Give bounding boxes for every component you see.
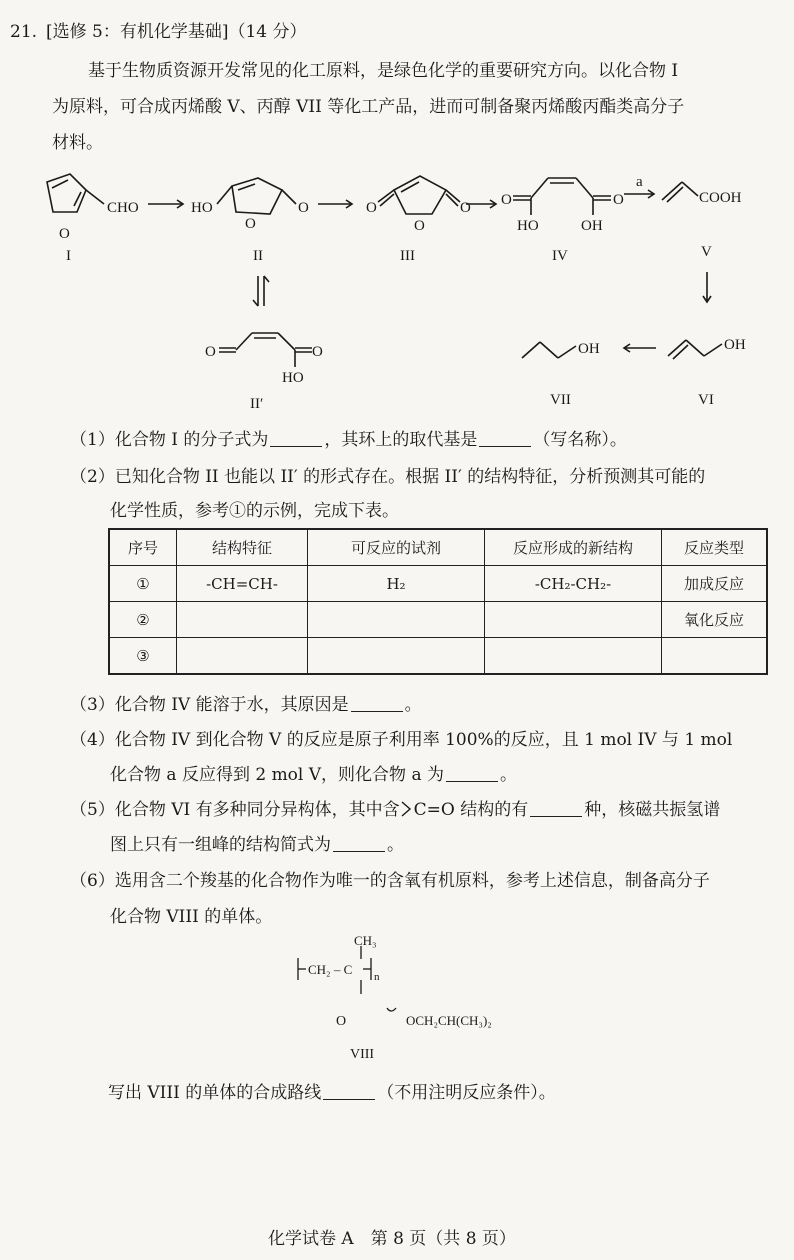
label-VII: VII xyxy=(550,392,571,408)
q1: （1）化合物 I 的分子式为 ，其环上的取代基是 （写名称）。 xyxy=(70,430,627,450)
answer-cell[interactable] xyxy=(308,638,485,675)
label-III: III xyxy=(400,248,415,264)
svg-text:CH₂ – C: CH₂ – C xyxy=(308,962,353,977)
svg-text:HO: HO xyxy=(191,200,213,216)
q5-blank-count[interactable] xyxy=(530,798,582,817)
page-footer: 化学试卷 A 第 8 页（共 8 页） xyxy=(268,1229,516,1249)
question-number: 21. xyxy=(10,22,38,42)
svg-text:O: O xyxy=(414,218,425,234)
svg-text:O: O xyxy=(205,344,216,360)
th-index: 序号 xyxy=(109,529,177,566)
svg-text:OH: OH xyxy=(581,218,603,234)
answer-cell[interactable] xyxy=(308,602,485,638)
q1-blank-formula[interactable] xyxy=(270,428,322,447)
svg-text:O: O xyxy=(366,200,377,216)
svg-text:O: O xyxy=(460,200,471,216)
svg-text:HO: HO xyxy=(517,218,539,234)
answer-cell[interactable] xyxy=(177,638,308,675)
q5-blank-structure[interactable] xyxy=(333,833,385,852)
cho-label: CHO xyxy=(107,200,139,216)
q3: （3）化合物 IV 能溶于水，其原因是 。 xyxy=(70,695,422,715)
answer-cell[interactable] xyxy=(485,602,662,638)
svg-text:HO: HO xyxy=(282,370,304,386)
q5-line-1: （5）化合物 VI 有多种同分异构体，其中含 C=O 结构的有 种，核磁共振氢谱 xyxy=(70,800,721,820)
table-row: ② 氧化反应 xyxy=(109,602,767,638)
label-IV: IV xyxy=(552,248,568,264)
th-feature: 结构特征 xyxy=(177,529,308,566)
reaction-scheme xyxy=(0,160,794,420)
label-VIII: VIII xyxy=(350,1047,375,1062)
q2-line-1: （2）已知化合物 II 也能以 II′ 的形式存在。根据 II′ 的结构特征，分析预测其可能的 xyxy=(70,467,706,487)
cooh-label: COOH xyxy=(699,190,742,206)
q2-line-2: 化学性质，参考①的示例，完成下表。 xyxy=(110,501,399,521)
reagent-a: a xyxy=(636,174,643,190)
furan-o: O xyxy=(59,226,70,242)
q5-line-2: 图上只有一组峰的结构简式为 。 xyxy=(110,835,404,855)
svg-text:OH: OH xyxy=(724,337,746,353)
intro-line-3: 材料。 xyxy=(52,133,103,153)
table-row: ③ xyxy=(109,638,767,675)
q4-blank[interactable] xyxy=(446,763,498,782)
carbonyl-bond-icon xyxy=(400,800,414,818)
svg-text:O: O xyxy=(245,216,256,232)
svg-text:OCH₂CH(CH₃)₂: OCH₂CH(CH₃)₂ xyxy=(406,1013,492,1028)
q4-line-1: （4）化合物 IV 到化合物 V 的反应是原子利用率 100%的反应，且 1 mol IV 与 1 mol xyxy=(70,730,733,750)
svg-text:n: n xyxy=(374,971,380,983)
label-I: I xyxy=(66,248,71,264)
intro-line-2: 为原料，可合成丙烯酸 V、丙醇 VII 等化工产品，进而可制备聚丙烯酸丙酯类高分子 xyxy=(52,97,685,117)
property-table xyxy=(108,528,768,675)
q6-line-1: （6）选用含二个羧基的化合物作为唯一的含氧有机原料，参考上述信息，制备高分子 xyxy=(70,871,710,891)
q6-line-2: 化合物 VIII 的单体。 xyxy=(110,907,273,927)
intro-line-1: 基于生物质资源开发常见的化工原料，是绿色化学的重要研究方向。以化合物 I xyxy=(88,61,679,81)
q3-blank[interactable] xyxy=(351,693,403,712)
label-II-prime: II′ xyxy=(250,396,264,412)
label-II: II xyxy=(253,248,263,264)
svg-text:CH₃: CH₃ xyxy=(354,933,377,948)
svg-text:O: O xyxy=(336,1014,347,1029)
q1-blank-substituent[interactable] xyxy=(479,428,531,447)
table-header-row xyxy=(109,529,767,566)
th-reagent: 可反应的试剂 xyxy=(308,529,485,566)
table-row: ① -CH=CH- H₂ -CH₂-CH₂- 加成反应 xyxy=(109,566,767,602)
answer-cell[interactable] xyxy=(662,638,768,675)
svg-text:O: O xyxy=(613,192,624,208)
polymer-viii-structure xyxy=(280,930,560,1070)
svg-text:O: O xyxy=(501,192,512,208)
answer-cell[interactable] xyxy=(485,638,662,675)
label-V: V xyxy=(701,244,712,260)
svg-text:O: O xyxy=(312,344,323,360)
q6-blank-route[interactable] xyxy=(323,1081,375,1100)
question-tag: [选修 5：有机化学基础]（14 分） xyxy=(46,22,307,42)
answer-cell[interactable] xyxy=(177,602,308,638)
q6-line-3: 写出 VIII 的单体的合成路线 （不用注明反应条件）。 xyxy=(108,1083,556,1103)
th-reaction-type: 反应类型 xyxy=(662,529,768,566)
label-VI: VI xyxy=(698,392,714,408)
svg-text:OH: OH xyxy=(578,341,600,357)
th-new-structure: 反应形成的新结构 xyxy=(485,529,662,566)
q4-line-2: 化合物 a 反应得到 2 mol V，则化合物 a 为 。 xyxy=(110,765,517,785)
svg-text:O: O xyxy=(298,200,309,216)
